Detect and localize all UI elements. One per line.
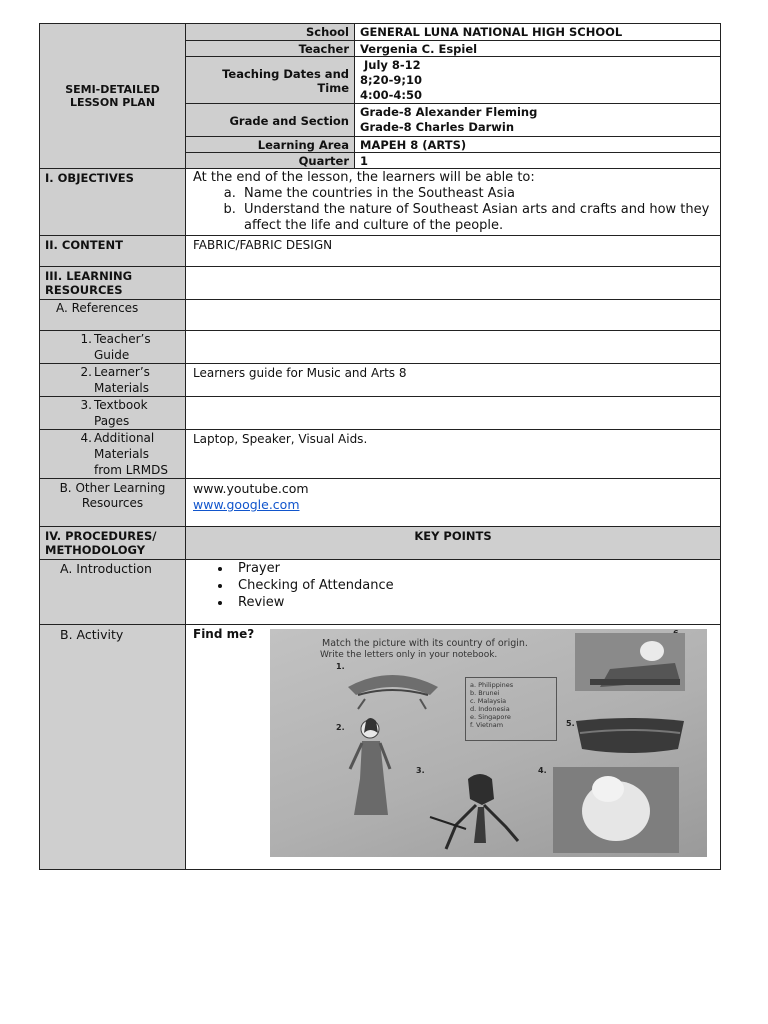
school-label: School xyxy=(186,24,355,41)
resource-textbook-label: 3. Textbook Pages xyxy=(40,397,186,430)
references-value xyxy=(186,300,721,331)
resource-teachers-guide-value xyxy=(186,331,721,364)
intro-item-attendance: • Checking of Attendance xyxy=(232,577,720,594)
resource-learners-materials-label: 2. Learner’s Materials xyxy=(40,364,186,397)
learning-area-value: MAPEH 8 (ARTS) xyxy=(355,137,721,153)
learning-resources-value xyxy=(186,267,721,300)
wayang-puppet-illustration xyxy=(430,774,518,849)
resource-textbook-value xyxy=(186,397,721,430)
objective-item: b. Understand the nature of Southeast Asian arts and crafts and how they affect the life and culture of the people. xyxy=(240,202,713,234)
musician-photo xyxy=(575,633,685,691)
resource-additional-label: 4. Additional Materials from LRMDS xyxy=(40,430,186,479)
google-link[interactable]: www.google.com xyxy=(193,497,300,512)
resource-teachers-guide-label: 1. Teacher’s Guide xyxy=(40,331,186,364)
activity-title: Find me? xyxy=(193,627,255,641)
objectives-content xyxy=(186,169,721,236)
introduction-content xyxy=(186,560,721,625)
quarter-value: 1 xyxy=(355,153,721,169)
objectives-list xyxy=(193,186,713,234)
teacher-value: Vergenia C. Espiel xyxy=(355,41,721,57)
other-resources-value xyxy=(186,479,721,527)
resource-additional-value: Laptop, Speaker, Visual Aids. xyxy=(186,430,721,479)
objectives-intro: At the end of the lesson, the learners will be able to: xyxy=(193,170,535,185)
content-label: II. CONTENT xyxy=(40,236,186,267)
worksheet-illustrations xyxy=(270,629,707,857)
teaching-dates-value: July 8-12 8;20-9;10 4:00-4:50 xyxy=(355,57,721,104)
references-label: A. References xyxy=(40,300,186,331)
grade-section-label: Grade and Section xyxy=(186,104,355,137)
school-value: GENERAL LUNA NATIONAL HIGH SCHOOL xyxy=(355,24,721,41)
key-points-header: KEY POINTS xyxy=(186,527,721,560)
intro-item-prayer: • Prayer xyxy=(232,560,720,577)
activity-worksheet-image: Match the picture with its country of origin. Write the letters only in your notebook. 1. 2. 3. 4. 5. a. Philippines b. Brunei c. Malaysia d. Indonesia e. Singapore f. Vietnam xyxy=(270,629,707,857)
worksheet-instruction-2: Write the letters only in your notebook. xyxy=(320,650,498,660)
procedures-label: IV. PROCEDURES/ METHODOLOGY xyxy=(40,527,186,560)
teacher-label: Teacher xyxy=(186,41,355,57)
introduction-label: A. Introduction xyxy=(40,560,186,625)
lesson-plan-title: SEMI-DETAILED LESSON PLAN xyxy=(40,24,186,169)
resource-learners-materials-value: Learners guide for Music and Arts 8 xyxy=(186,364,721,397)
intro-item-review: • Review xyxy=(232,594,720,611)
headdress-illustration xyxy=(348,675,438,709)
youtube-link-text: www.youtube.com xyxy=(193,481,309,496)
woven-band-illustration xyxy=(576,718,684,753)
cat-photo xyxy=(553,767,679,853)
learning-area-label: Learning Area xyxy=(186,137,355,153)
worksheet-choices: a. Philippines b. Brunei c. Malaysia d. Indonesia e. Singapore f. Vietnam xyxy=(465,677,557,741)
grade-section-value: Grade-8 Alexander Fleming Grade-8 Charles Darwin xyxy=(355,104,721,137)
teaching-dates-label: Teaching Dates and Time xyxy=(186,57,355,104)
activity-label: B. Activity xyxy=(40,625,186,870)
learning-resources-label: III. LEARNING RESOURCES xyxy=(40,267,186,300)
objectives-label: I. OBJECTIVES xyxy=(40,169,186,236)
introduction-list xyxy=(186,560,720,611)
lesson-plan-page xyxy=(39,23,720,863)
content-value: FABRIC/FABRIC DESIGN xyxy=(186,236,721,267)
objective-item: a. Name the countries in the Southeast Asia xyxy=(240,186,713,202)
ao-dai-illustration xyxy=(350,718,390,815)
worksheet-instruction: Match the picture with its country of origin. xyxy=(322,638,528,649)
other-resources-label: B. Other Learning Resources xyxy=(40,479,186,527)
quarter-label: Quarter xyxy=(186,153,355,169)
